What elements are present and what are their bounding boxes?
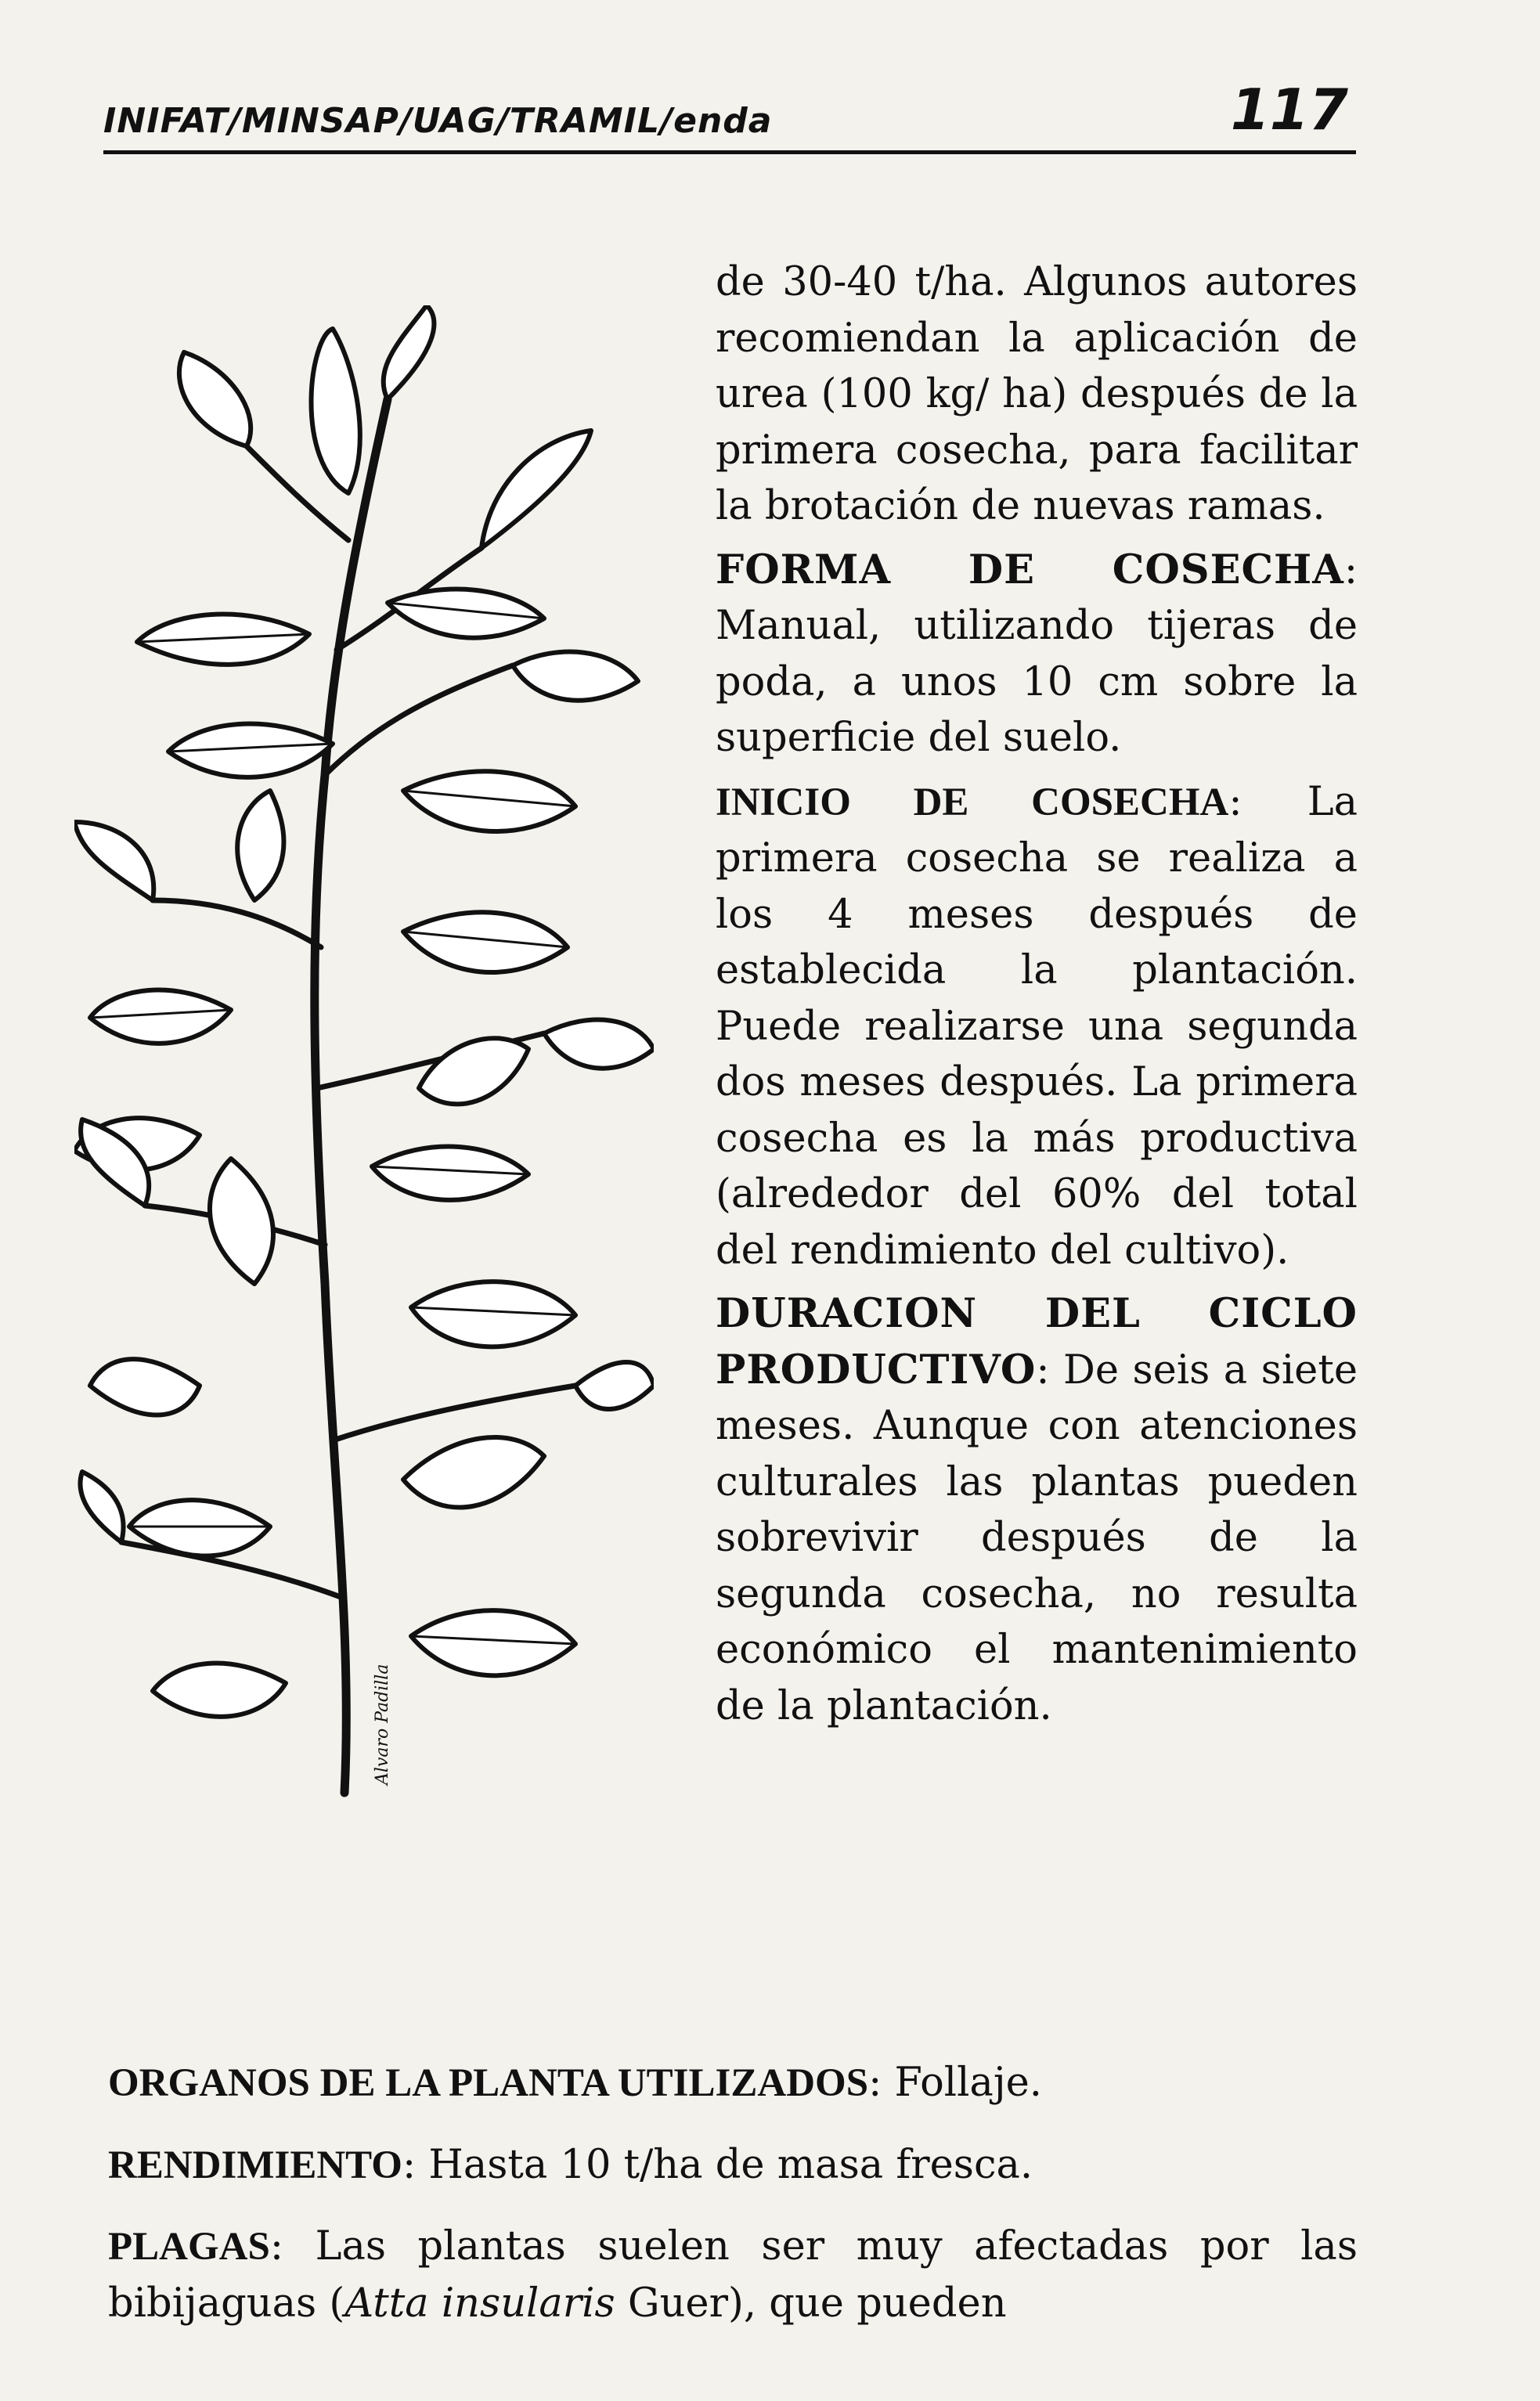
forma-label: FORMA DE COSECHA [716,546,1344,593]
inicio-label: INICIO DE COSECHA [716,780,1229,824]
page-number: 117 [1230,77,1348,142]
duracion-label: DURACION DEL CICLO PRODUCTIVO [716,1290,1358,1393]
paragraph-duracion [716,1286,1358,1734]
illustrator-signature: Alvaro Padilla [373,1664,392,1785]
organos-text: : Follaje. [868,2060,1043,2106]
plagas-text-2: Guer), que pueden [615,2280,1007,2327]
paragraph-inicio [716,774,1358,1279]
rendimiento-label: RENDIMIENTO [108,2143,402,2187]
paragraph-organos [108,2055,1358,2112]
running-header [103,72,1356,154]
intro-text: de 30-40 t/ha. Algunos autores recomiendan la aplicación de urea (100 kg/ ha) después de la primera cosecha, para facilitar la brotación de nuevas ramas. [716,259,1358,529]
forma-text: : Manual, utilizando tijeras de poda, a unos 10 cm sobre la superficie del suelo. [716,546,1358,761]
organos-label: ORGANOS DE LA PLANTA UTILIZADOS [108,2061,869,2105]
full-width-text [108,2055,1358,2356]
rendimiento-text: : Hasta 10 t/ha de masa fresca. [402,2141,1033,2188]
text-column [716,254,1358,1742]
paragraph-forma [716,543,1358,766]
inicio-text: : La primera cosecha se realiza a los 4 meses después de establecida la plantación. Puede realizarse una segunda dos meses después. La primera cosecha es la más productiva (alrededor del 60% del total del rendimiento del cultivo). [716,778,1358,1274]
plagas-species: Atta insularis [344,2280,615,2327]
plagas-label: PLAGAS [108,2225,270,2269]
paragraph-plagas [108,2219,1358,2331]
paragraph-intro [716,254,1358,535]
plant-branch-drawing-icon [74,305,654,1816]
running-title: INIFAT/MINSAP/UAG/TRAMIL/enda [103,101,773,141]
duracion-text: : De seis a siete meses. Aunque con atenciones culturales las plantas pueden sobrevivir después de la segunda cosecha, no resulta económico el mantenimiento de la plantación. [716,1347,1358,1729]
paragraph-rendimiento [108,2137,1358,2194]
plagas-text-1: : Las plantas suelen ser muy afectadas por las bibijaguas ( [108,2223,1358,2327]
